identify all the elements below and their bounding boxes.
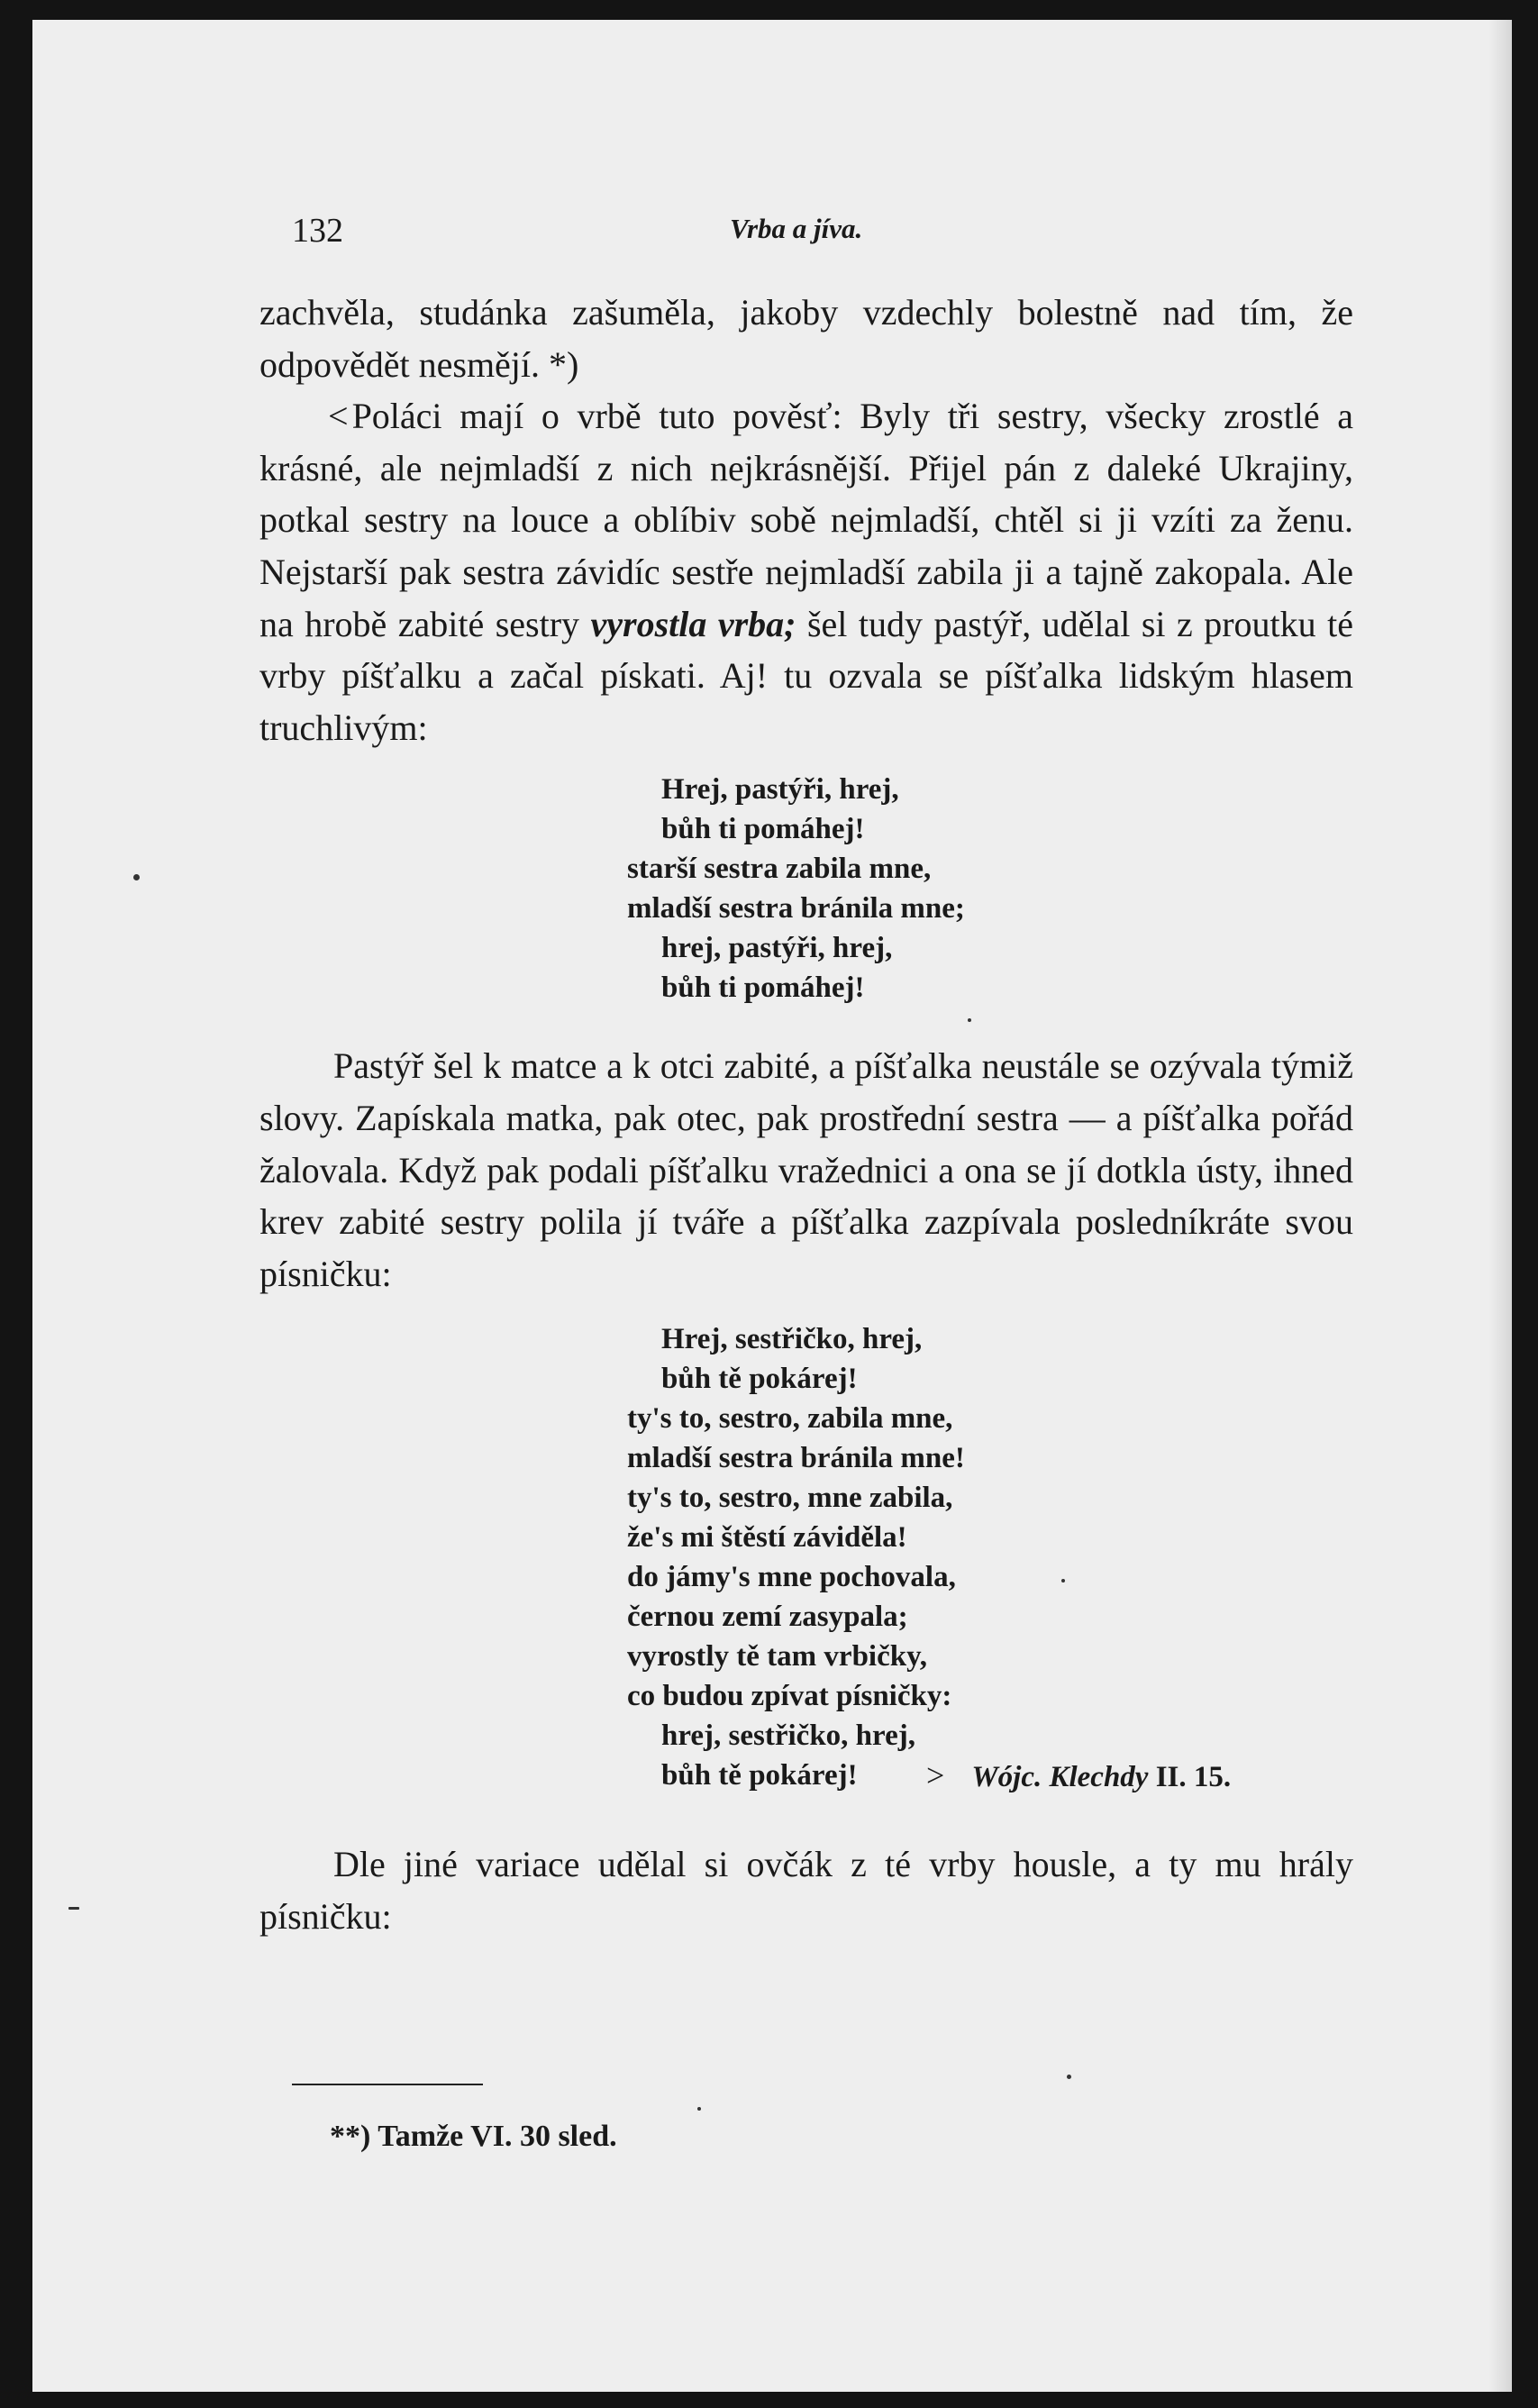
- paragraph-1: zachvěla, studánka zašuměla, jakoby vzdechly bolestně nad tím, že odpovědět nesmějí. *): [259, 292, 1353, 385]
- verse-line: co budou zpívat písničky:: [627, 1680, 952, 1713]
- scan-speck: [133, 874, 140, 880]
- verse-line: bůh ti pomáhej!: [661, 813, 865, 846]
- footnote: **) Tamže VI. 30 sled.: [330, 2120, 617, 2153]
- verse-line-text: bůh tě pokárej!: [661, 1759, 858, 1792]
- scan-speck: [68, 1907, 79, 1910]
- book-page: [32, 20, 1512, 2392]
- attribution-source: Wójc. Klechdy: [971, 1761, 1149, 1794]
- verse-line: do jámy's mne pochovala,: [627, 1561, 956, 1594]
- paragraph-4: Dle jiné variace udělal si ovčák z té vrby housle, a ty mu hrály písničku:: [259, 1844, 1353, 1937]
- paragraph-2-text-b: šel tudy pastýř, udělal si z proutku té vrby píšťalku a začal pískati. Aj! tu ozvala se píšťalka lidským hlasem truchlivým:: [259, 603, 1354, 748]
- verse-line: bůh tě pokárej!: [661, 1363, 858, 1396]
- scan-speck: [1067, 2075, 1071, 2079]
- attribution: [926, 1756, 1231, 1797]
- paragraph-3: Pastýř šel k matce a k otci zabité, a píšťalka neustále se ozývala týmiž slovy. Zapískala matka, pak otec, pak prostřední sestra — a píšťalka pořád žalovala. Když pak podali píšťalku vražednici a ona se jí dotkla ústy, ihned krev zabité sestry polila jí tváře a píšťalka zazpívala posledníkráte svou písničku:: [259, 1045, 1353, 1294]
- verse-2: [627, 1319, 1353, 1795]
- paragraph-2-emphasis: vyrostla vrba;: [590, 603, 796, 644]
- verse-1: [627, 770, 1353, 1008]
- verse-line: mladší sestra bránila mne;: [627, 892, 965, 926]
- page-header: [261, 211, 1353, 256]
- verse-line: černou zemí zasypala;: [627, 1601, 908, 1634]
- verse-line-last: [627, 1756, 1353, 1795]
- verse-line: mladší sestra bránila mne!: [627, 1442, 965, 1475]
- verse-line: vyrostly tě tam vrbičky,: [627, 1640, 928, 1674]
- scan-speck: [697, 2107, 701, 2111]
- verse-line: hrej, pastýři, hrej,: [661, 932, 893, 965]
- verse-line: Hrej, sestřičko, hrej,: [661, 1323, 923, 1356]
- paragraph-2-text-a: Poláci mají o vrbě tuto pověsť: Byly tři sestry, všecky zrostlé a krásné, ale nejmladší z nich nejkrásnější. Přijel pán z daleké Ukrajiny, potkal sestry na louce a oblíbiv sobě nejmladší, chtěl si ji vzíti za ženu. Nejstarší pak sestra závidíc sestře nejmladší zabila ji a tajně zakopala. Ale na hrobě zabité sestry: [259, 396, 1353, 644]
- verse-line: starší sestra zabila mne,: [627, 853, 932, 886]
- arrow-mark: >: [926, 1757, 945, 1794]
- verse-line: bůh ti pomáhej!: [661, 971, 865, 1005]
- verse-line: hrej, sestřičko, hrej,: [661, 1719, 915, 1753]
- page-number: 132: [292, 212, 343, 250]
- verse-line: Hrej, pastýři, hrej,: [661, 773, 899, 807]
- verse-line: že's mi štěstí záviděla!: [627, 1521, 907, 1555]
- page-edge-shadow: [1488, 20, 1512, 2392]
- scan-speck: [1061, 1579, 1065, 1583]
- bracket-mark: <: [328, 396, 349, 437]
- footnote-divider: [292, 2084, 483, 2085]
- verse-line: ty's to, sestro, mne zabila,: [627, 1482, 953, 1515]
- page-body: [259, 287, 1353, 1943]
- attribution-ref: II. 15.: [1155, 1761, 1232, 1794]
- scan-speck: [968, 1018, 971, 1022]
- paragraph-2: [259, 390, 1353, 753]
- verse-line: ty's to, sestro, zabila mne,: [627, 1402, 953, 1436]
- running-title: Vrba a jíva.: [730, 213, 863, 244]
